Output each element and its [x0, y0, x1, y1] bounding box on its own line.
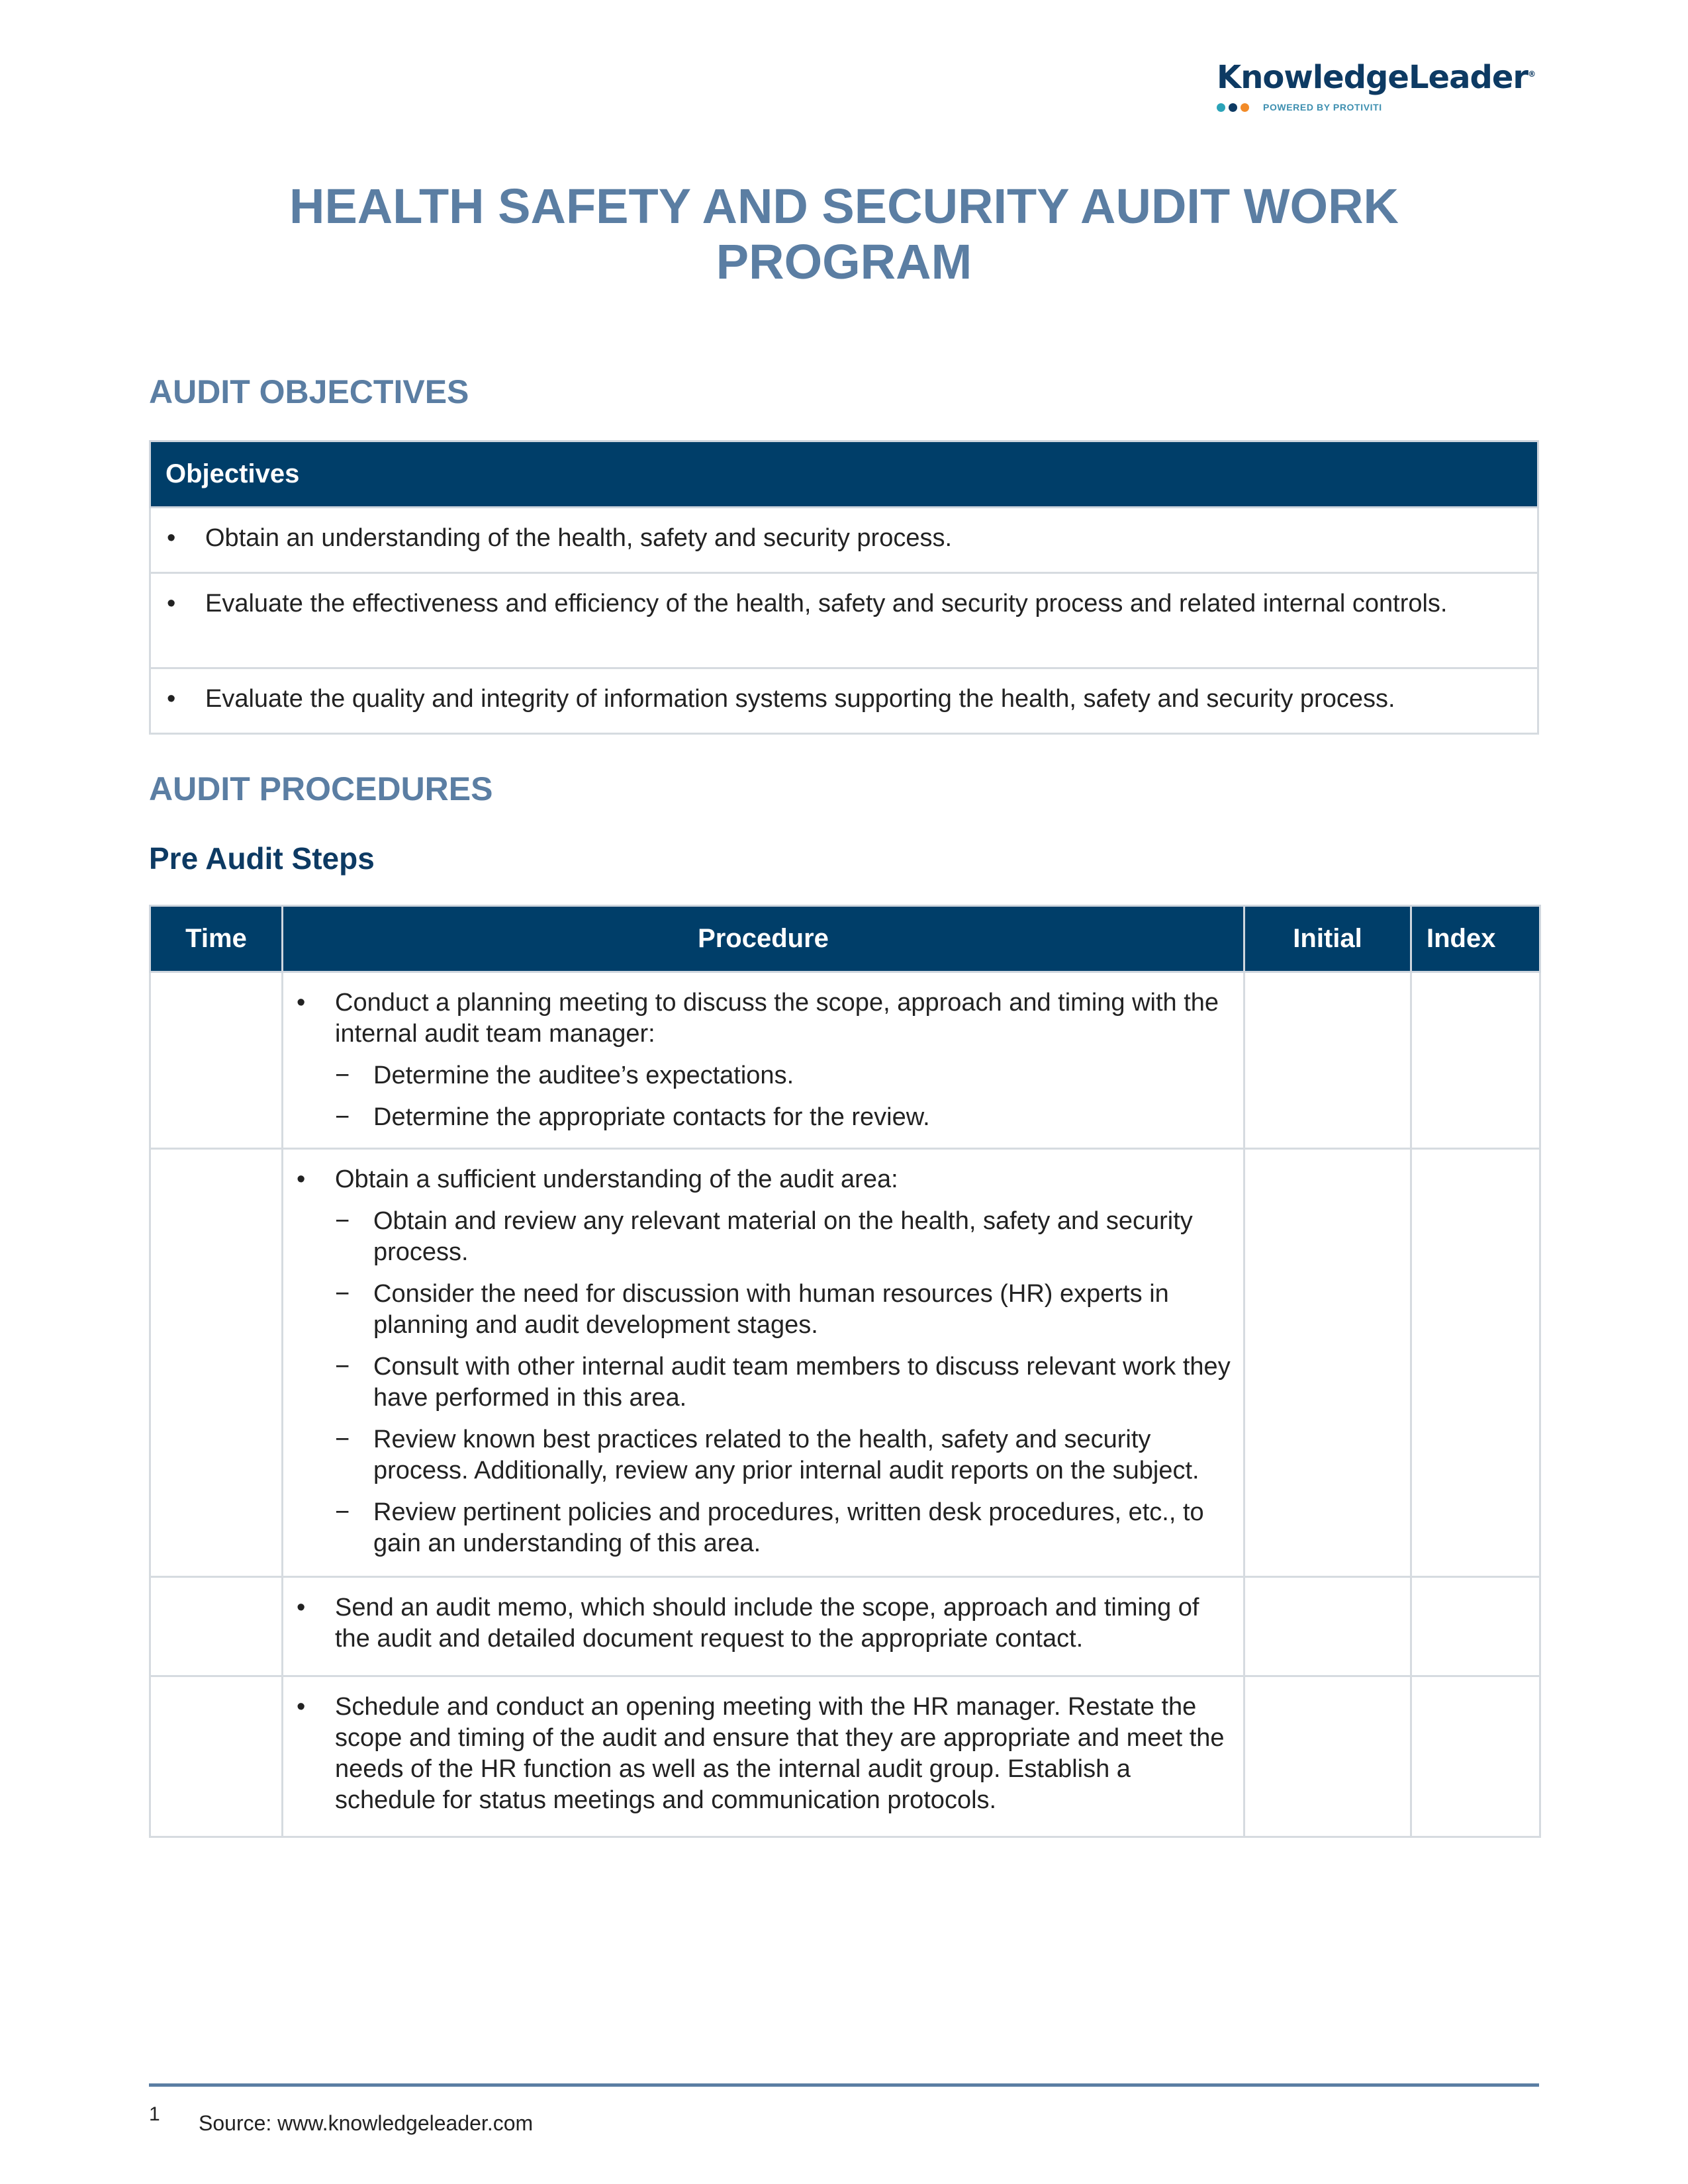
logo-dot-icon: [1229, 103, 1237, 112]
dash-icon: −: [335, 1498, 350, 1526]
procedure-text: Obtain a sufficient understanding of the audit area:: [335, 1165, 898, 1193]
procedure-cell: [283, 1149, 1244, 1577]
procedure-row: [150, 1149, 1540, 1577]
procedures-table-header-row: [150, 906, 1540, 972]
objective-cell: [150, 573, 1538, 668]
procedure-substep: [283, 1497, 1231, 1559]
footer-divider: [149, 2083, 1539, 2087]
substep-text: Determine the appropriate contacts for the review.: [373, 1103, 930, 1131]
index-cell[interactable]: [1411, 1676, 1540, 1837]
procedure-row: [150, 1676, 1540, 1837]
objective-text: Obtain an understanding of the health, safety and security process.: [205, 524, 953, 552]
dash-icon: −: [335, 1207, 350, 1235]
procedures-table: [149, 905, 1541, 1838]
bullet-icon: •: [297, 1594, 306, 1621]
procedure-cell: [283, 972, 1244, 1149]
document-title-line-1: HEALTH SAFETY AND SECURITY AUDIT WORK: [289, 179, 1399, 234]
logo-dot-icon: [1241, 103, 1249, 112]
procedure-row: [150, 972, 1540, 1149]
index-cell[interactable]: [1411, 1577, 1540, 1676]
footer-source: Source: www.knowledgeleader.com: [199, 2111, 534, 2135]
bullet-icon: •: [167, 590, 176, 617]
substep-text: Determine the auditee’s expectations.: [373, 1062, 794, 1089]
procedure-item: [283, 987, 1231, 1050]
substep-text: Consult with other internal audit team members to discuss relevant work they have performed in this area.: [373, 1353, 1231, 1412]
objective-cell: [150, 668, 1538, 734]
document-title: [149, 179, 1539, 290]
procedure-item: [283, 1164, 1231, 1195]
time-cell[interactable]: [150, 1676, 283, 1837]
initial-cell[interactable]: [1244, 1676, 1411, 1837]
time-cell[interactable]: [150, 1149, 283, 1577]
substep-text: Review pertinent policies and procedures, written desk procedures, etc., to gain an understanding of this area.: [373, 1498, 1204, 1557]
procedure-text: Schedule and conduct an opening meeting with the HR manager. Restate the scope and timing of the audit and ensure that they are appropriate and meet the needs of the HR function as well as the internal audit group. Establish a schedule for status meetings and communication protocols.: [335, 1693, 1225, 1814]
procedure-text: Conduct a planning meeting to discuss the scope, approach and timing with the internal audit team manager:: [335, 989, 1219, 1048]
audit-procedures-heading: AUDIT PROCEDURES: [149, 770, 493, 807]
dash-icon: −: [335, 1062, 350, 1089]
index-cell[interactable]: [1411, 1149, 1540, 1577]
dash-icon: −: [335, 1353, 350, 1381]
objective-row: [150, 668, 1538, 734]
objectives-table: [149, 440, 1539, 735]
procedure-text: Send an audit memo, which should include the scope, approach and timing of the audit and detailed document request to the appropriate contact.: [335, 1594, 1199, 1653]
bullet-icon: •: [297, 989, 306, 1017]
procedure-substeps: [283, 1206, 1231, 1559]
logo-tagline: POWERED BY PROTIVITI: [1263, 102, 1382, 113]
substep-text: Obtain and review any relevant material on the health, safety and security process.: [373, 1207, 1193, 1266]
bullet-icon: •: [297, 1693, 306, 1721]
substep-text: Consider the need for discussion with human resources (HR) experts in planning and audit development stages.: [373, 1280, 1169, 1339]
audit-objectives-heading: AUDIT OBJECTIVES: [149, 373, 469, 410]
objective-text: Evaluate the effectiveness and efficiency of the health, safety and security process and related internal controls.: [205, 590, 1448, 617]
objective-row: [150, 508, 1538, 573]
procedure-substep: [283, 1351, 1231, 1414]
index-column-header: Index: [1411, 906, 1540, 972]
pre-audit-steps-heading: Pre Audit Steps: [149, 841, 375, 876]
dash-icon: −: [335, 1280, 350, 1308]
procedure-item: [283, 1692, 1231, 1816]
procedure-substep: [283, 1279, 1231, 1341]
objective-cell: [150, 508, 1538, 573]
procedure-row: [150, 1577, 1540, 1676]
procedure-substeps: [283, 1060, 1231, 1133]
time-cell[interactable]: [150, 1577, 283, 1676]
logo-wordmark: KnowledgeLeader: [1217, 59, 1528, 96]
page-number: 1: [149, 2103, 160, 2125]
objectives-table-header-row: [150, 441, 1538, 508]
document-title-line-2: PROGRAM: [716, 234, 972, 289]
initial-cell[interactable]: [1244, 1149, 1411, 1577]
bullet-icon: •: [167, 524, 176, 552]
procedure-cell: [283, 1676, 1244, 1837]
procedure-substep: [283, 1102, 1231, 1133]
dash-icon: −: [335, 1426, 350, 1453]
objective-text: Evaluate the quality and integrity of information systems supporting the health, safety and security process.: [205, 685, 1395, 713]
objective-row: [150, 573, 1538, 668]
logo-trademark: ®: [1528, 69, 1536, 79]
procedure-substep: [283, 1060, 1231, 1091]
procedure-column-header: Procedure: [283, 906, 1244, 972]
index-cell[interactable]: [1411, 972, 1540, 1149]
logo-dot-icon: [1217, 103, 1225, 112]
time-cell[interactable]: [150, 972, 283, 1149]
procedure-substep: [283, 1206, 1231, 1268]
procedure-substep: [283, 1424, 1231, 1486]
procedure-cell: [283, 1577, 1244, 1676]
dash-icon: −: [335, 1103, 350, 1131]
initial-cell[interactable]: [1244, 972, 1411, 1149]
knowledgeleader-logo: [1217, 54, 1541, 114]
initial-column-header: Initial: [1244, 906, 1411, 972]
initial-cell[interactable]: [1244, 1577, 1411, 1676]
substep-text: Review known best practices related to the health, safety and security process. Additionally, review any prior internal audit reports on the subject.: [373, 1426, 1199, 1484]
bullet-icon: •: [167, 685, 176, 713]
objectives-column-header: Objectives: [150, 441, 1538, 508]
time-column-header: Time: [150, 906, 283, 972]
bullet-icon: •: [297, 1165, 306, 1193]
procedure-item: [283, 1592, 1231, 1655]
